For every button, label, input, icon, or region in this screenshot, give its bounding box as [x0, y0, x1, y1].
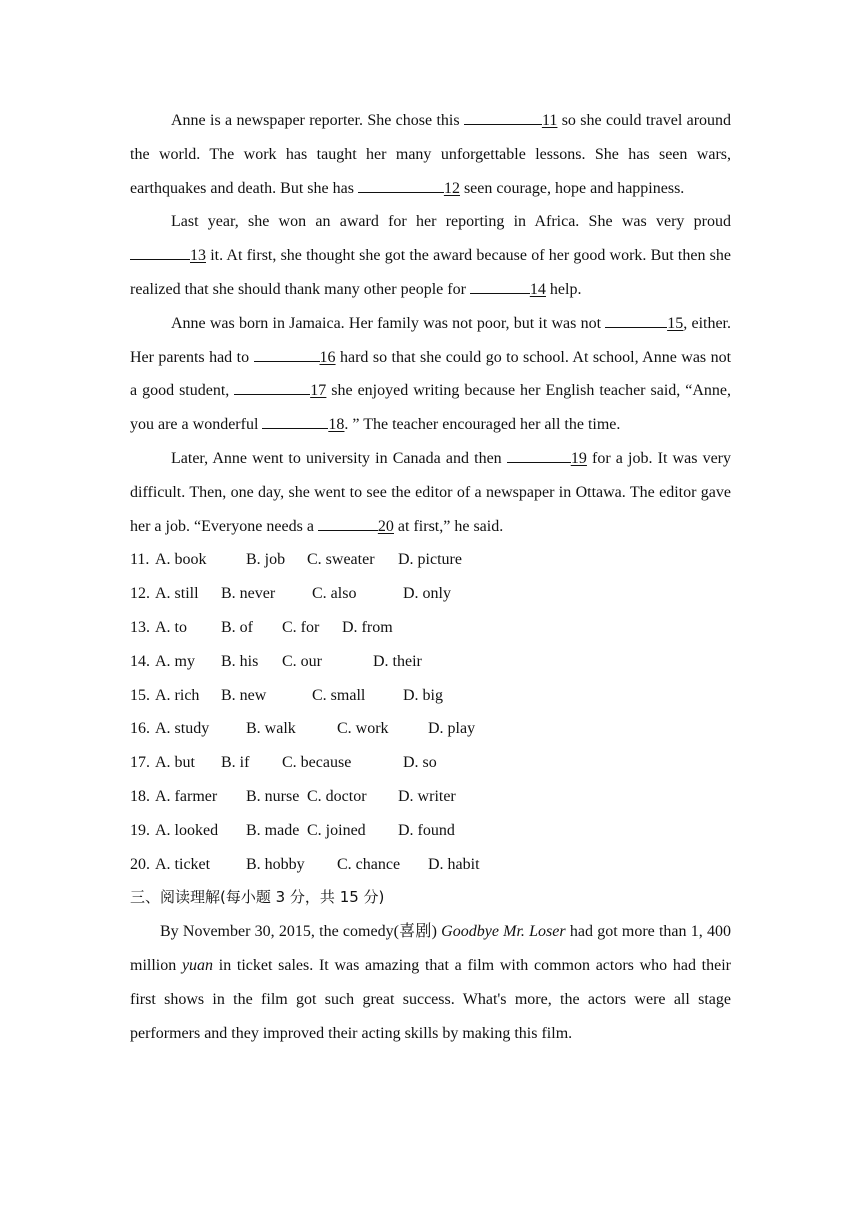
options-list: [130, 543, 731, 881]
option-row: 15. A. rich B. new C. small D. big: [130, 686, 443, 704]
text: in ticket sales. It was amazing that a film with common actors who had their first shows in the film got such great success. What's more, the actors were all stage performers and they improved their acting skills by making this film.: [130, 956, 731, 1042]
document-content: [130, 104, 731, 1050]
blank-18: 18: [262, 408, 344, 442]
text: seen courage, hope and happiness.: [463, 179, 685, 197]
option-row: 16. A. study B. walk C. work D. play: [130, 720, 476, 738]
blank-15: 15: [605, 307, 683, 341]
blank-19: 19: [507, 442, 587, 476]
blank-13: 13: [130, 239, 206, 273]
text: help.: [549, 280, 582, 298]
paragraph-3: [130, 307, 731, 442]
film-title: Goodbye Mr. Loser: [441, 923, 566, 941]
blank-11: 11: [464, 104, 557, 138]
paragraph-2: [130, 205, 731, 306]
text: at first,” he said.: [397, 517, 504, 535]
text: Anne was born in Jamaica. Her family was not poor, but it was not: [171, 314, 602, 332]
text: Anne is a newspaper reporter. She chose this: [171, 112, 460, 129]
option-row: 18. A. farmer B. nurse C. doctor D. writer: [130, 787, 456, 805]
currency: yuan: [181, 956, 214, 974]
blank-16: 16: [254, 341, 336, 375]
blank-20: 20: [318, 510, 394, 544]
text: so she could travel around the world. The work has taught her many unforgettable lessons. She has seen wars, earthquakes and death. But she has: [130, 112, 732, 197]
text: By November 30, 2015, the comedy(喜剧): [160, 923, 442, 941]
reading-paragraph: [130, 915, 731, 1050]
option-row: 12. A. still B. never C. also D. only: [130, 585, 451, 603]
text: it. At first, she thought she got the award because of her good work. But then she realized that she should thank many other people for: [130, 247, 732, 298]
option-row: 14. A. my B. his C. our D. their: [130, 652, 422, 670]
blank-12: 12: [358, 172, 460, 206]
section-heading: 三、阅读理解(每小题 3 分，共 15 分): [130, 888, 385, 907]
option-row: 19. A. looked B. made C. joined D. found: [130, 821, 455, 839]
text: hard so that she could go to school. At school, Anne was not a good student,: [130, 348, 732, 400]
option-row: 13. A. to B. of C. for D. from: [130, 618, 393, 636]
option-row: 11. A. book B. job C. sweater D. picture: [130, 551, 462, 569]
paragraph-4: [130, 442, 731, 543]
text: Last year, she won an award for her reporting in Africa. She was very proud: [171, 213, 731, 231]
option-row: 17. A. but B. if C. because D. so: [130, 754, 437, 772]
blank-17: 17: [234, 374, 326, 408]
text: had got more than 1, 400 million: [130, 923, 731, 974]
text: , either. Her parents had to: [130, 314, 732, 366]
option-row: 20. A. ticket B. hobby C. chance D. habit: [130, 855, 480, 873]
text: for a job. It was very difficult. Then, one day, she went to see the editor of a newspaper in Ottawa. The editor gave her a job. “Everyone needs a: [130, 449, 732, 535]
text: she enjoyed writing because her English teacher said, “Anne, you are a wonderful: [130, 382, 731, 434]
paragraph-1: [130, 104, 731, 205]
blank-14: 14: [470, 273, 546, 307]
text: . ” The teacher encouraged her all the time.: [344, 416, 621, 434]
text: Later, Anne went to university in Canada and then: [171, 449, 502, 467]
